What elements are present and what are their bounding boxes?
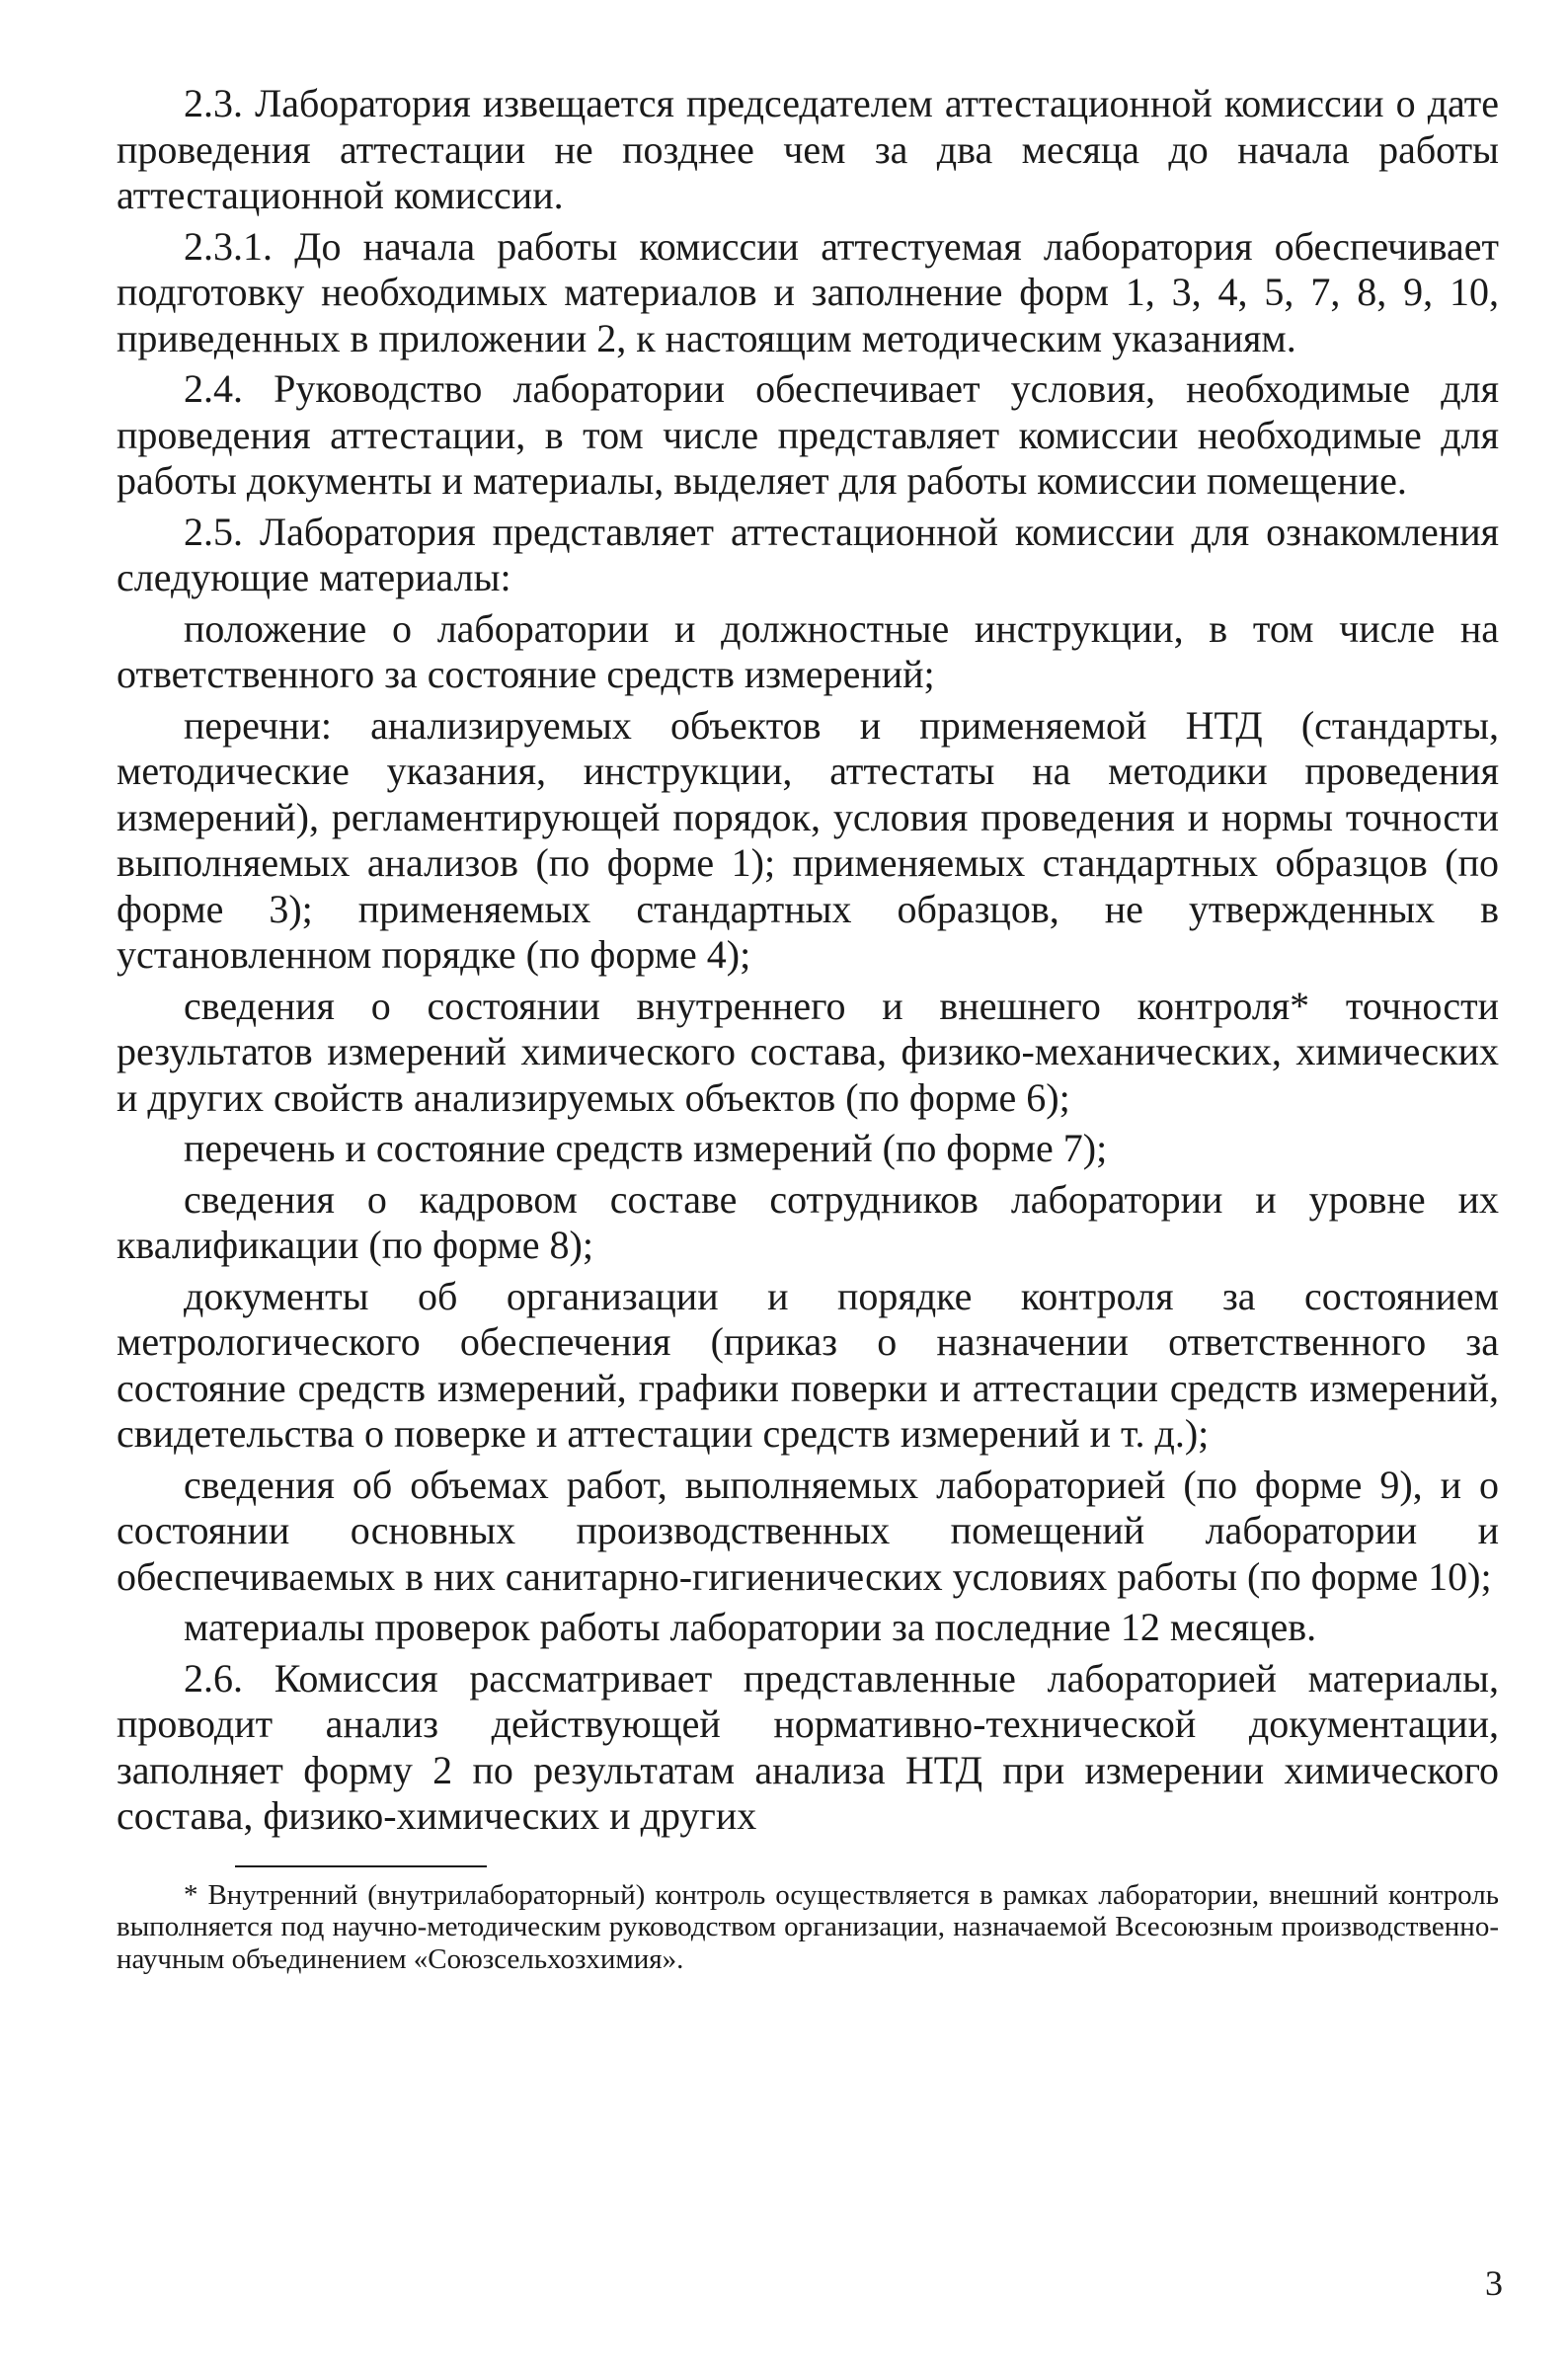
document-page (117, 81, 1499, 1975)
list-item-instruments: перечень и состояние средств измерений (по форме 7); (184, 1126, 1108, 1170)
paragraph-2-4: 2.4. Руководство лаборатории обеспечивает условия, необходимые для проведения аттестации, в том числе представляет комиссии необходимые для работы документы и материалы, выделяет для работы комиссии помещение. (117, 366, 1499, 503)
list-item-control-info: сведения о состоянии внутреннего и внешнего контроля* точности результатов измерений химического состава, физико-механических, химических и других свойств анализируемых объектов (по форме 6); (117, 983, 1499, 1120)
paragraph-2-3-1: 2.3.1. До начала работы комиссии аттестуемая лаборатория обеспечивает подготовку необходимых материалов и заполнение форм 1, 3, 4, 5, 7, 8, 9, 10, приведенных в приложении 2, к настоящим методическим указаниям. (117, 223, 1499, 360)
page-number: 3 (1485, 2263, 1503, 2303)
list-item-inspections: материалы проверок работы лаборатории за последние 12 месяцев. (184, 1605, 1317, 1649)
list-item-lists: перечни: анализируемых объектов и применяемой НТД (стандарты, методические указания, инструкции, аттестаты на методики проведения измерений), регламентирующей порядок, условия проведения и нормы точности выполняемых анализов (по форме 1); применяемых стандартных образцов (по форме 3); применяемых стандартных образцов, не утвержденных в установленном порядке (по форме 4); (117, 702, 1499, 977)
paragraph-2-5: 2.5. Лаборатория представляет аттестационной комиссии для ознакомления следующие материалы: (117, 509, 1499, 599)
list-item-staff: сведения о кадровом составе сотрудников лаборатории и уровне их квалификации (по форме 8); (117, 1176, 1499, 1267)
paragraph-2-3: 2.3. Лаборатория извещается председателем аттестационной комиссии о дате проведения аттестации не позднее чем за два месяца до начала работы аттестационной комиссии. (117, 81, 1499, 217)
list-item-regulations: положение о лаборатории и должностные инструкции, в том числе на ответственного за состояние средств измерений; (117, 605, 1499, 696)
paragraph-2-6: 2.6. Комиссия рассматривает представленные лабораторией материалы, проводит анализ действующей нормативно-технической документации, заполняет форму 2 по результатам анализа НТД при измерении химического состава, физико-химических и других (117, 1655, 1499, 1838)
footnote-divider (235, 1865, 487, 1867)
footnote: * Внутренний (внутрилабораторный) контроль осуществляется в рамках лаборатории, внешний контроль выполняется под научно-методическим руководством организации, назначаемой Всесоюзным производственно-научным объединением «Союзсельхозхимия». (117, 1878, 1499, 1975)
list-item-documents: документы об организации и порядке контроля за состоянием метрологического обеспечения (приказ о назначении ответственного за состояние средств измерений, графики поверки и аттестации средств измерений, свидетельства о поверке и аттестации средств измерений и т. д.); (117, 1273, 1499, 1456)
list-item-workload: сведения об объемах работ, выполняемых лабораторией (по форме 9), и о состоянии основных производственных помещений лаборатории и обеспечиваемых в них санитарно-гигиенических условиях работы (по форме 10); (117, 1462, 1499, 1599)
